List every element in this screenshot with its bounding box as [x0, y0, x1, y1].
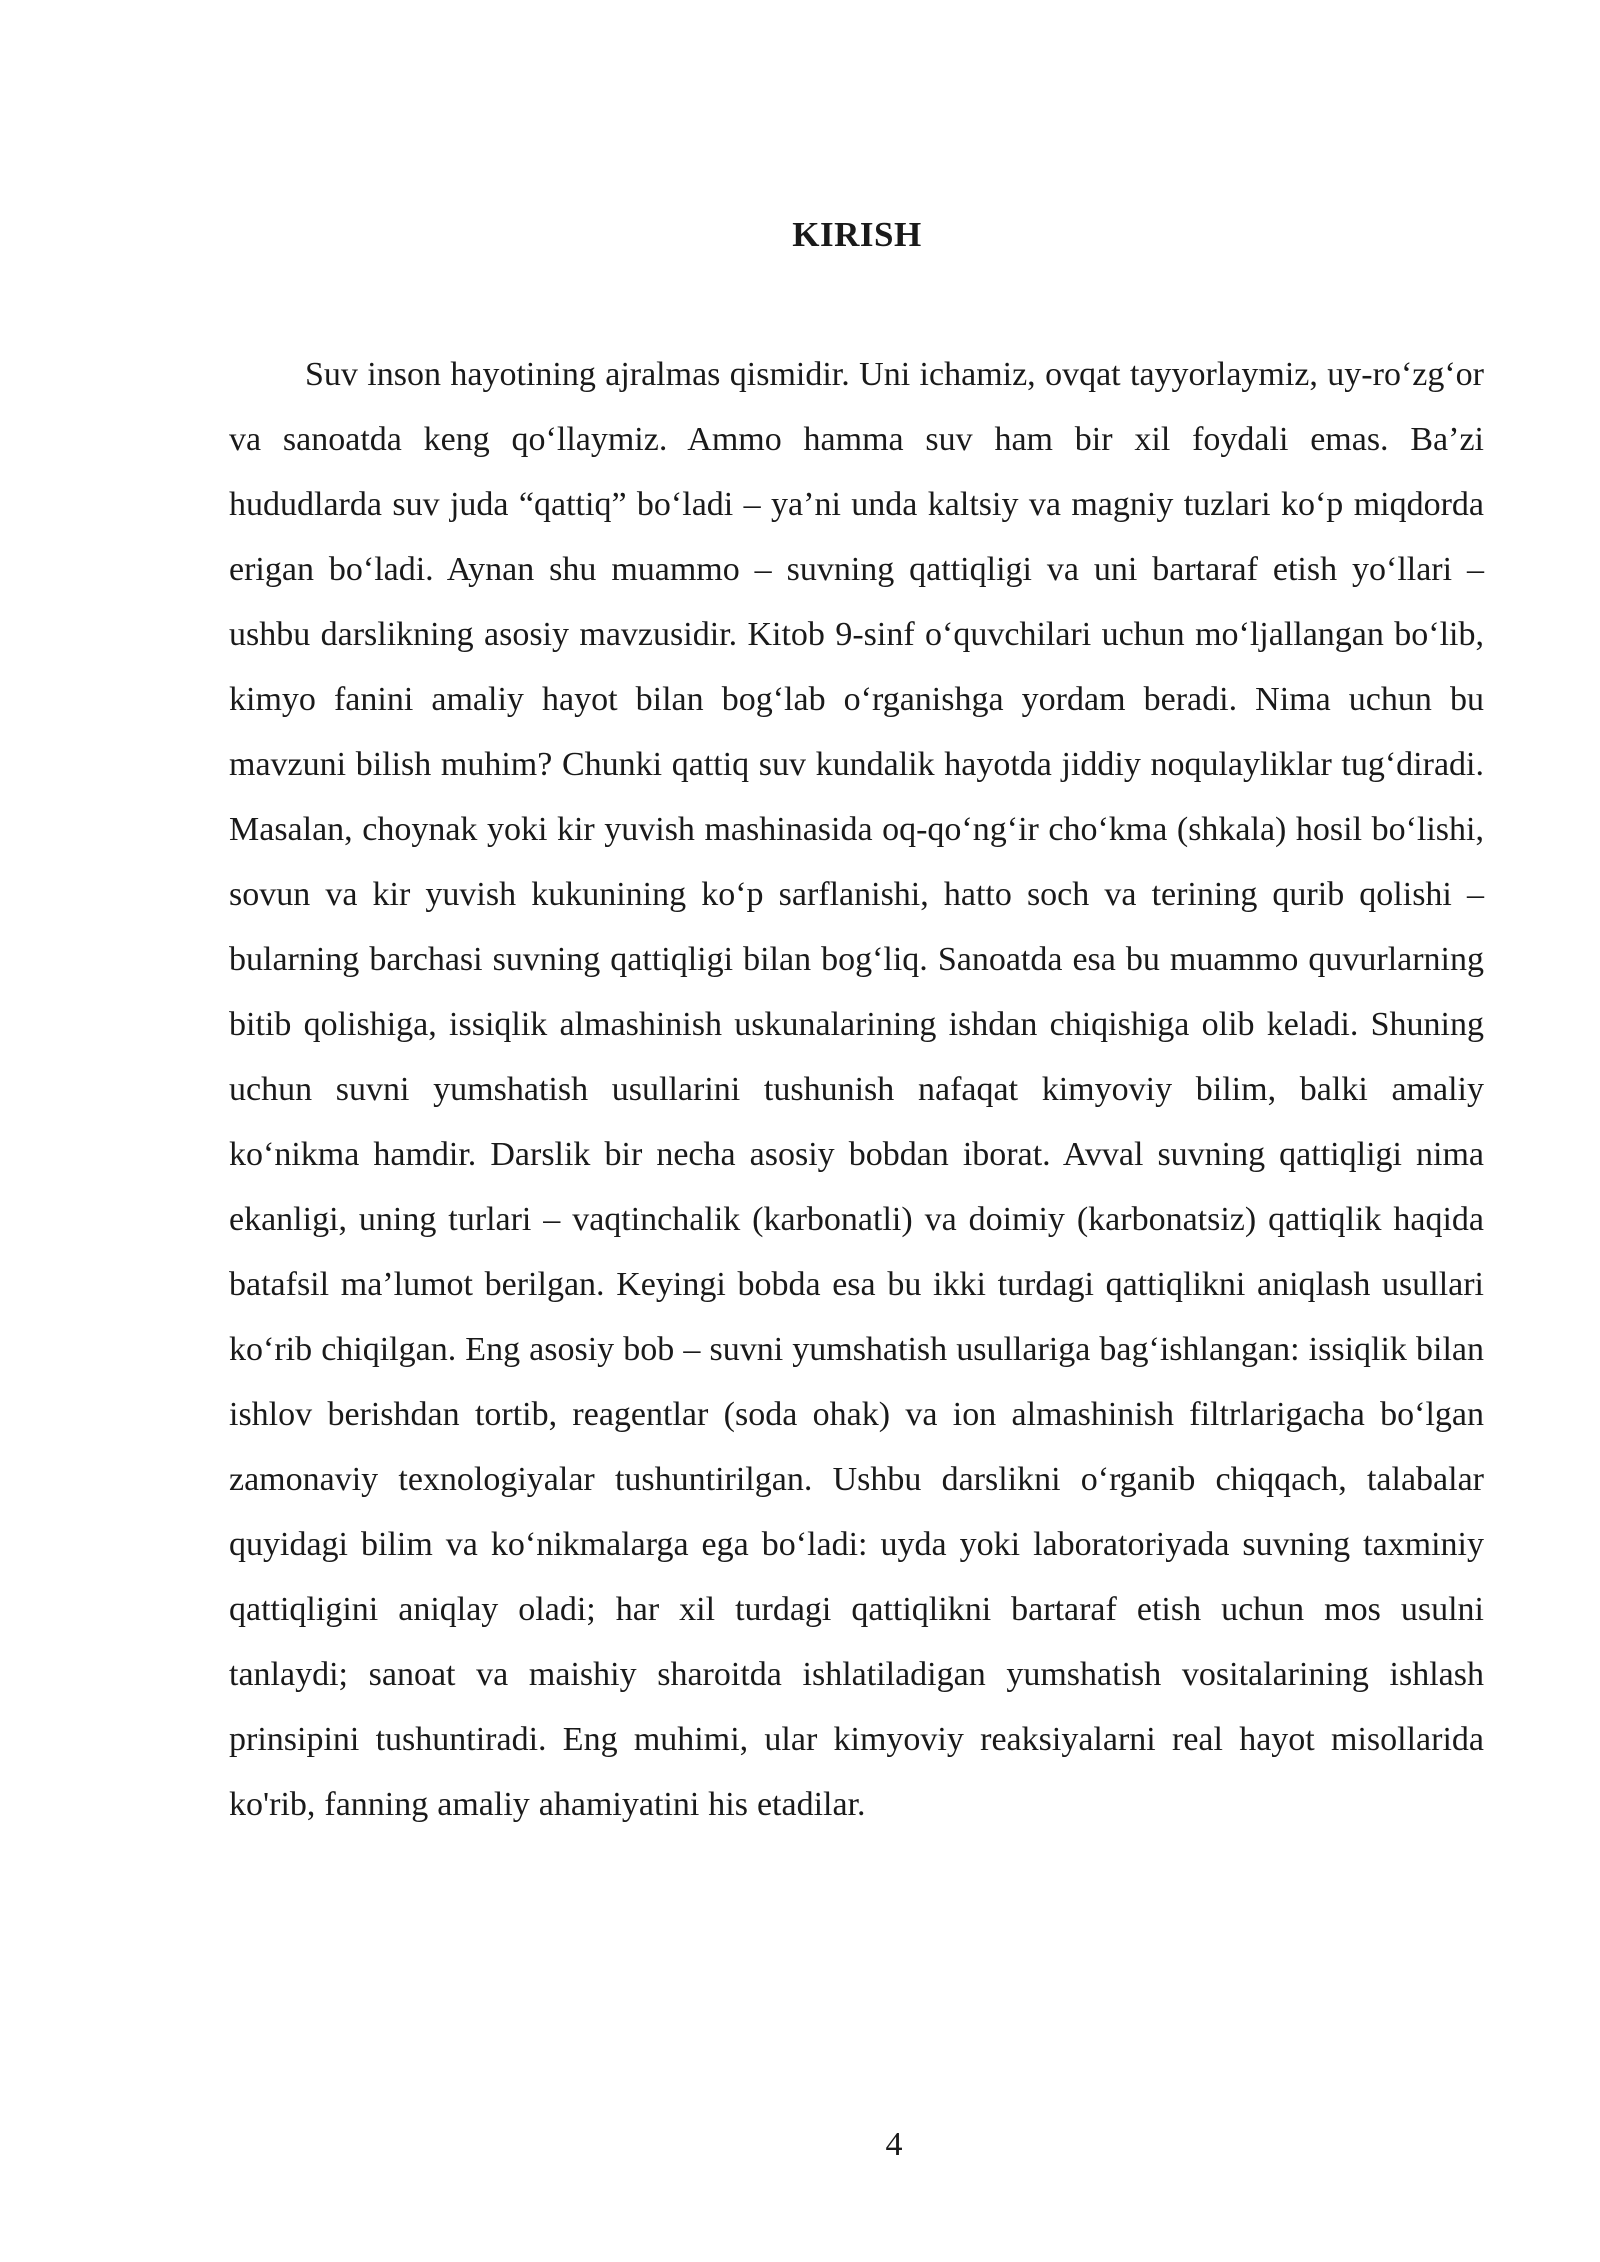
body-paragraph: Suv inson hayotining ajralmas qismidir. Uni ichamiz, ovqat tayyorlaymiz, uy-ro‘zg‘or va sanoatda keng qo‘llaymiz. Ammo hamma suv ham bir xil foydali emas. Ba’zi hududlarda suv juda “qattiq” bo‘ladi – ya’ni unda kaltsiy va magniy tuzlari ko‘p miqdorda erigan bo‘ladi. Aynan shu muammo – suvning qattiqligi va uni bartaraf etish yo‘llari – ushbu darslikning asosiy mavzusidir. Kitob 9-sinf o‘quvchilari uchun mo‘ljallangan bo‘lib, kimyo fanini amaliy hayot bilan bog‘lab o‘rganishga yordam beradi. Nima uchun bu mavzuni bilish muhim? Chunki qattiq suv kundalik hayotda jiddiy noqulayliklar tug‘diradi. Masalan, choynak yoki kir yuvish mashinasida oq-qo‘ng‘ir cho‘kma (shkala) hosil bo‘lishi, sovun va kir yuvish kukunining ko‘p sarflanishi, hatto soch va terining qurib qolishi – bularning barchasi suvning qattiqligi bilan bog‘liq. Sanoatda esa bu muammo quvurlarning bitib qolishiga, issiqlik almashinish uskunalarining ishdan chiqishiga olib keladi. Shuning uchun suvni yumshatish usullarini tushunish nafaqat kimyoviy bilim, balki amaliy ko‘nikma hamdir. Darslik bir necha asosiy bobdan iborat. Avval suvning qattiqligi nima ekanligi, uning turlari – vaqtinchalik (karbonatli) va doimiy (karbonatsiz) qattiqlik haqida batafsil ma’lumot berilgan. Keyingi bobda esa bu ikki turdagi qattiqlikni aniqlash usullari ko‘rib chiqilgan. Eng asosiy bob – suvni yumshatish usullariga bag‘ishlangan: issiqlik bilan ishlov berishdan tortib, reagentlar (soda ohak) va ion almashinish filtrlarigacha bo‘lgan zamonaviy texnologiyalar tushuntirilgan. Ushbu darslikni o‘rganib chiqqach, talabalar quyidagi bilim va ko‘nikmalarga ega bo‘ladi: uyda yoki laboratoriyada suvning taxminiy qattiqligini aniqlay oladi; har xil turdagi qattiqlikni bartaraf etish uchun mos usulni tanlaydi; sanoat va maishiy sharoitda ishlatiladigan yumshatish vositalarining ishlash prinsipini tushuntiradi. Eng muhimi, ular kimyoviy reaksiyalarni real hayot misollarida ko'rib, fanning amaliy ahamiyatini his etadilar. — [229, 356, 1484, 1823]
page-number: 4 — [885, 2126, 903, 2163]
page-title: KIRISH — [792, 215, 922, 254]
